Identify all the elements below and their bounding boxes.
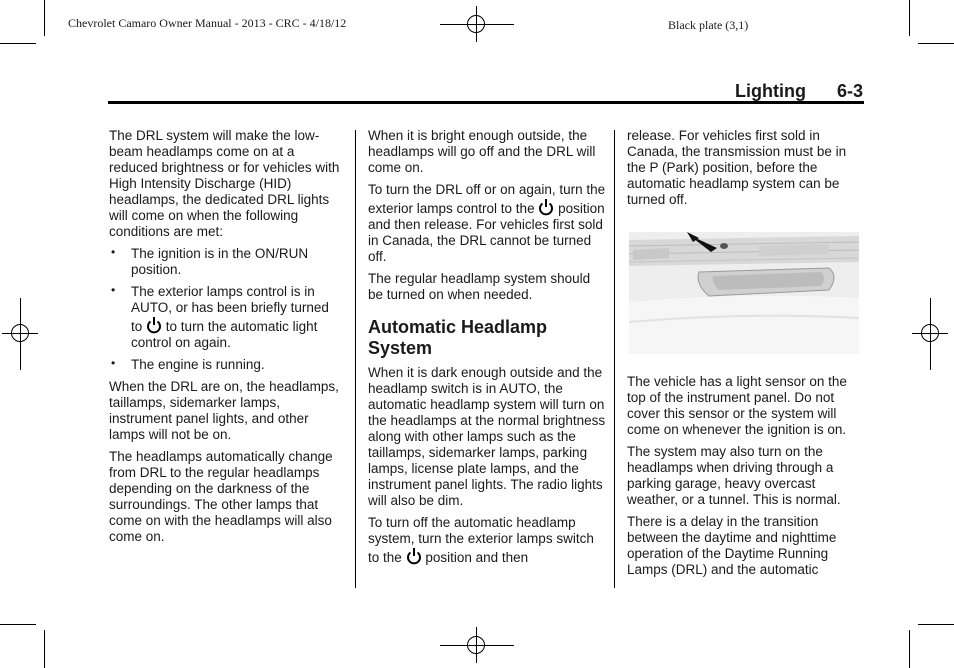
paragraph: When the DRL are on, the headlamps, taillamps, sidemarker lamps, instrument panel lights, and other lamps will not be on. (109, 379, 339, 442)
power-symbol-icon (406, 547, 422, 565)
page-number: 6-3 (836, 81, 863, 101)
paragraph: The system may also turn on the headlamps when driving through a parking garage, heavy overcast weather, or a tunnel. This is normal. (627, 444, 841, 507)
paragraph: The vehicle has a light sensor on the top of the instrument panel. Do not cover this sensor or the system will come on whenever the ignition is on. (627, 374, 847, 437)
crop-mark (44, 0, 45, 36)
crop-mark (440, 24, 514, 25)
paragraph: When it is dark enough outside and the headlamp switch is in AUTO, the automatic headlamp system will turn on the headlamps at the normal brightness along with other lamps such as the taillamps, sidemarker lamps, parking lamps, license plate lamps, and the instrument panel lights. The radio lights will also be dim. (368, 365, 606, 508)
crop-mark (0, 43, 36, 44)
crop-mark (20, 298, 21, 370)
paragraph: When it is bright enough outside, the headlamps will go off and the DRL will come on. (368, 128, 596, 175)
list-item-text: to turn the automatic light control on again. (131, 319, 318, 350)
paragraph: The regular headlamp system should be turned on when needed. (368, 271, 591, 302)
column-1 (109, 128, 341, 551)
crop-mark (909, 630, 910, 668)
list-item (109, 357, 341, 373)
bullet-icon: • (111, 245, 116, 259)
paragraph-text: To turn the DRL off or on again, turn the exterior lamps control to the (368, 182, 606, 216)
crop-mark (440, 645, 514, 646)
crop-mark (930, 298, 931, 370)
bullet-icon: • (111, 283, 116, 297)
column-divider (614, 130, 615, 588)
list-item-text: The exterior lamps control is in AUTO, or has been briefly turned to (131, 284, 329, 334)
list-item-text: The ignition is in the ON/RUN position. (131, 246, 309, 277)
header-rule (108, 101, 864, 104)
condition-list (109, 246, 341, 373)
bullet-icon: • (111, 356, 116, 370)
list-item-text: The engine is running. (131, 357, 265, 372)
print-header-left: Chevrolet Camaro Owner Manual - 2013 - CRC - 4/18/12 (68, 16, 347, 30)
section-title: Lighting (735, 81, 806, 101)
subsection-heading: Automatic Headlamp System (368, 317, 548, 358)
crop-mark (44, 630, 45, 668)
paragraph: release. For vehicles first sold in Canada, the transmission must be in the P (Park) position, before the automatic headlamp system can be turned off. (627, 128, 847, 207)
paragraph: The DRL system will make the low-beam headlamps come on at a reduced brightness or for vehicles with High Intensity Discharge (HID) headlamps, the dedicated DRL lights will come on when the following conditions are met: (109, 128, 340, 239)
power-symbol-icon (538, 198, 554, 216)
light-sensor-photo (629, 232, 859, 354)
paragraph: The headlamps automatically change from DRL to the regular headlamps depending on the darkness of the surroundings. The other lamps that come on with the headlamps will also come on. (109, 449, 333, 544)
print-header-right: Black plate (3,1) (668, 18, 749, 32)
crop-mark (0, 624, 36, 625)
paragraph: There is a delay in the transition between the daytime and nighttime operation of the Daytime Running Lamps (DRL) and the automatic (627, 514, 837, 577)
paragraph-text: position and then (425, 550, 529, 565)
list-item (109, 284, 341, 351)
column-divider (355, 130, 356, 588)
crop-mark (909, 0, 910, 36)
crop-mark (918, 624, 954, 625)
crop-mark (918, 43, 954, 44)
paragraph (368, 515, 606, 566)
paragraph-text: To turn off the automatic headlamp system, turn the exterior lamps switch to the (368, 515, 594, 565)
column-3 (627, 128, 863, 584)
column-2 (368, 128, 606, 572)
paragraph (368, 182, 606, 265)
power-symbol-icon (146, 316, 162, 334)
list-item (109, 246, 341, 278)
paragraph-text: position and then release. For vehicles first sold in Canada, the DRL cannot be turned off. (368, 201, 605, 264)
